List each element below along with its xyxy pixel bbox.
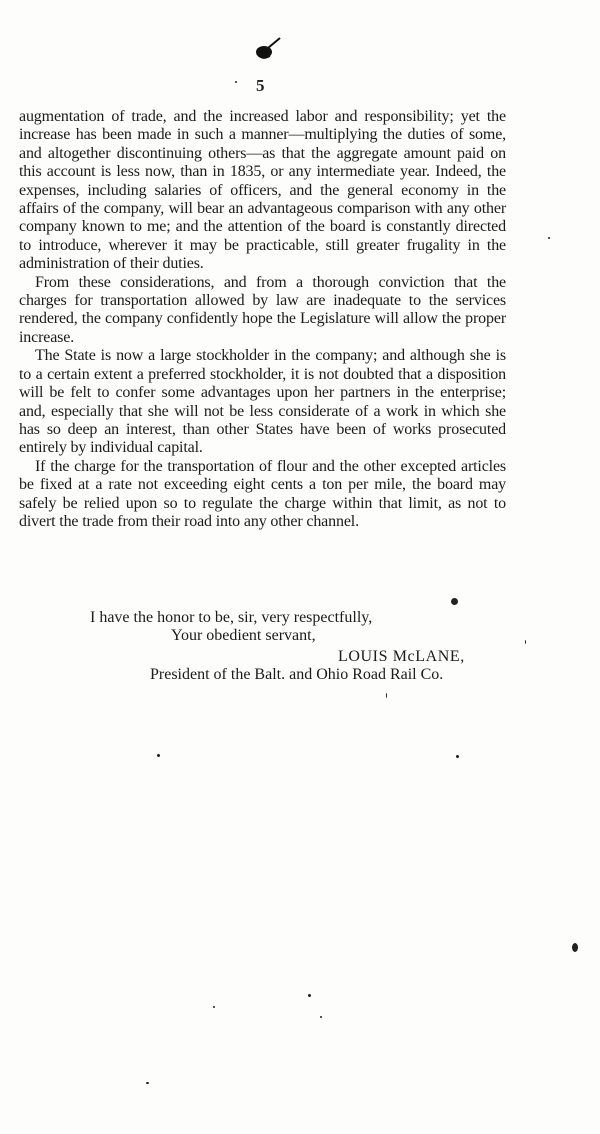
paragraph-4: If the charge for the transportation of flour and the other excepted articles be fixed at a rate not exceeding eight cents a ton per mile, the board may safely be relied upon so to regulate the charge within that limit, as not to divert the trade from their road into any other channel. [19, 457, 506, 530]
scan-speck [213, 1006, 215, 1008]
scan-speck [235, 81, 237, 83]
scan-speck [320, 1016, 322, 1018]
paragraph-3: The State is now a large stockholder in the company; and although she is to a certain extent a preferred stockholder, it is not doubted that a disposition will be felt to confer some advantages upon her partners in the enterprise; and, especially that she will not be less considerate of a work in which she has so deep an interest, than other States have been of works prosecuted entirely by individual capital. [19, 347, 506, 457]
signature-name: LOUIS McLANE, [338, 648, 465, 665]
scan-speck [525, 640, 526, 644]
body-text [19, 108, 506, 531]
scan-speck [451, 598, 458, 605]
scan-speck [308, 994, 311, 997]
scan-speck [548, 237, 550, 239]
page-number: 5 [256, 76, 265, 95]
valediction-line: Your obedient servant, [171, 627, 316, 644]
scan-speck [157, 754, 160, 757]
scan-speck [146, 1082, 149, 1084]
scan-speck [386, 693, 387, 698]
paragraph-1: augmentation of trade, and the increased labor and responsibility; yet the increase has been made in such a manner—multiplying the duties of some, and altogether discontinuing others—as that the aggregate amount paid on this account is less now, than in 1835, or any intermediate year. Indeed, the expenses, including salaries of officers, and the general economy in the affairs of the company, will bear an advantageous comparison with any other company known to me; and the attention of the board is constantly directed to introduce, wherever it may be practicable, still greater frugality in the administration of their duties. [19, 108, 506, 273]
scan-speck [572, 943, 578, 952]
salutation-line: I have the honor to be, sir, very respectfully, [90, 609, 373, 626]
signature-title: President of the Balt. and Ohio Road Rail Co. [150, 666, 444, 683]
scan-speck [456, 755, 459, 758]
paragraph-2: From these considerations, and from a thorough conviction that the charges for transportation allowed by law are inadequate to the services rendered, the company confidently hope the Legislature will allow the proper increase. [19, 273, 506, 346]
ink-blot-mark [250, 34, 286, 66]
